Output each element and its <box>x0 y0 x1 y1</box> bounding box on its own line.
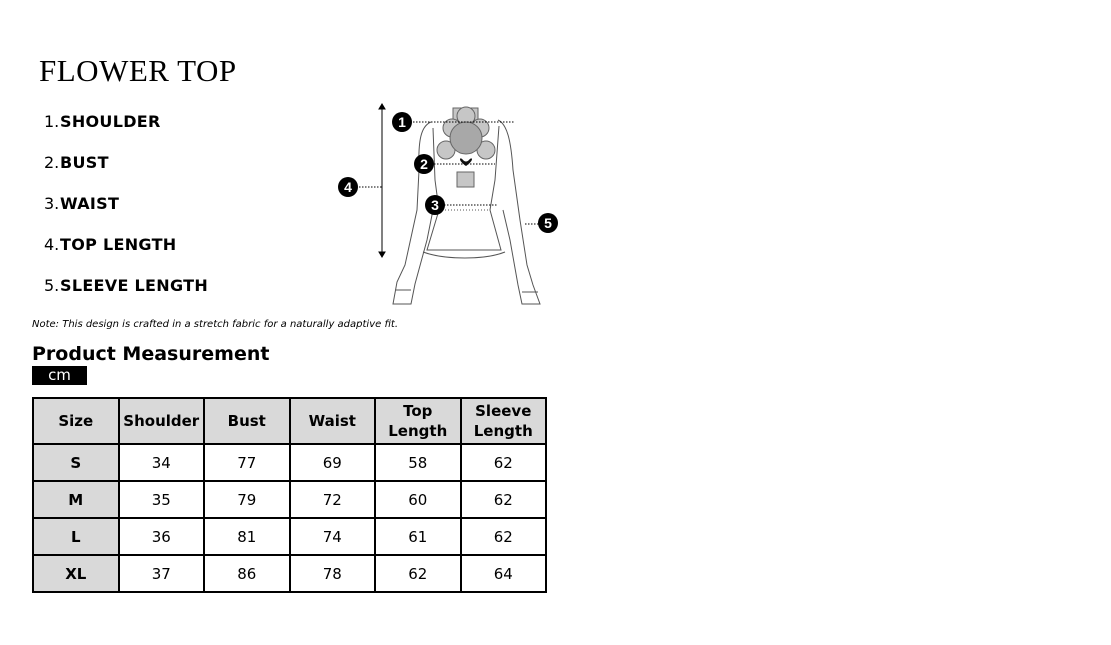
measurement-label: WAIST <box>60 194 120 213</box>
measurement-number: 3. <box>44 194 60 213</box>
size-cell: XL <box>33 555 119 592</box>
table-row <box>33 444 546 481</box>
table-cell: 69 <box>290 444 376 481</box>
table-cell: 77 <box>204 444 290 481</box>
header-sleeve-length: Sleeve Length <box>461 398 547 444</box>
measurement-item <box>44 233 208 274</box>
table-cell: 64 <box>461 555 547 592</box>
header-shoulder: Shoulder <box>119 398 205 444</box>
table-cell: 62 <box>375 555 461 592</box>
header-size: Size <box>33 398 119 444</box>
table-row <box>33 555 546 592</box>
marker-5 <box>538 213 558 233</box>
measurement-item <box>44 110 208 151</box>
header-bust: Bust <box>204 398 290 444</box>
size-table <box>32 397 547 593</box>
size-cell: S <box>33 444 119 481</box>
table-cell: 62 <box>461 481 547 518</box>
table-cell: 86 <box>204 555 290 592</box>
svg-text:2: 2 <box>420 156 428 172</box>
measurement-list <box>44 110 208 315</box>
table-cell: 81 <box>204 518 290 555</box>
measurement-label: SLEEVE LENGTH <box>60 276 209 295</box>
measurement-item <box>44 192 208 233</box>
table-cell: 34 <box>119 444 205 481</box>
marker-1 <box>392 112 412 132</box>
marker-2 <box>414 154 434 174</box>
table-cell: 78 <box>290 555 376 592</box>
section-title: Product Measurement <box>32 343 270 365</box>
table-cell: 74 <box>290 518 376 555</box>
measurement-number: 5. <box>44 276 60 295</box>
table-cell: 36 <box>119 518 205 555</box>
measurement-number: 1. <box>44 112 60 131</box>
measurement-number: 4. <box>44 235 60 254</box>
measurement-item <box>44 151 208 192</box>
marker-4 <box>338 177 358 197</box>
table-cell: 37 <box>119 555 205 592</box>
measurement-label: BUST <box>60 153 109 172</box>
table-cell: 79 <box>204 481 290 518</box>
size-cell: L <box>33 518 119 555</box>
svg-text:1: 1 <box>398 114 406 130</box>
measurement-label: TOP LENGTH <box>60 235 177 254</box>
table-cell: 35 <box>119 481 205 518</box>
marker-3 <box>425 195 445 215</box>
table-cell: 60 <box>375 481 461 518</box>
header-waist: Waist <box>290 398 376 444</box>
measurement-label: SHOULDER <box>60 112 161 131</box>
product-title: FLOWER TOP <box>39 53 237 88</box>
table-cell: 72 <box>290 481 376 518</box>
table-cell: 62 <box>461 444 547 481</box>
svg-text:4: 4 <box>344 179 352 195</box>
svg-text:3: 3 <box>431 197 439 213</box>
top-length-arrow <box>356 104 385 257</box>
header-top-length: Top Length <box>375 398 461 444</box>
fabric-note: Note: This design is crafted in a stretch fabric for a naturally adaptive fit. <box>32 319 399 330</box>
svg-text:5: 5 <box>544 215 552 231</box>
unit-badge: cm <box>32 366 87 385</box>
table-row <box>33 481 546 518</box>
flower-back-graphic <box>437 107 495 187</box>
table-row <box>33 518 546 555</box>
table-cell: 62 <box>461 518 547 555</box>
size-cell: M <box>33 481 119 518</box>
table-cell: 58 <box>375 444 461 481</box>
measurement-number: 2. <box>44 153 60 172</box>
table-header-row <box>33 398 546 444</box>
measurement-item <box>44 274 208 315</box>
table-cell: 61 <box>375 518 461 555</box>
garment-diagram <box>335 100 565 310</box>
